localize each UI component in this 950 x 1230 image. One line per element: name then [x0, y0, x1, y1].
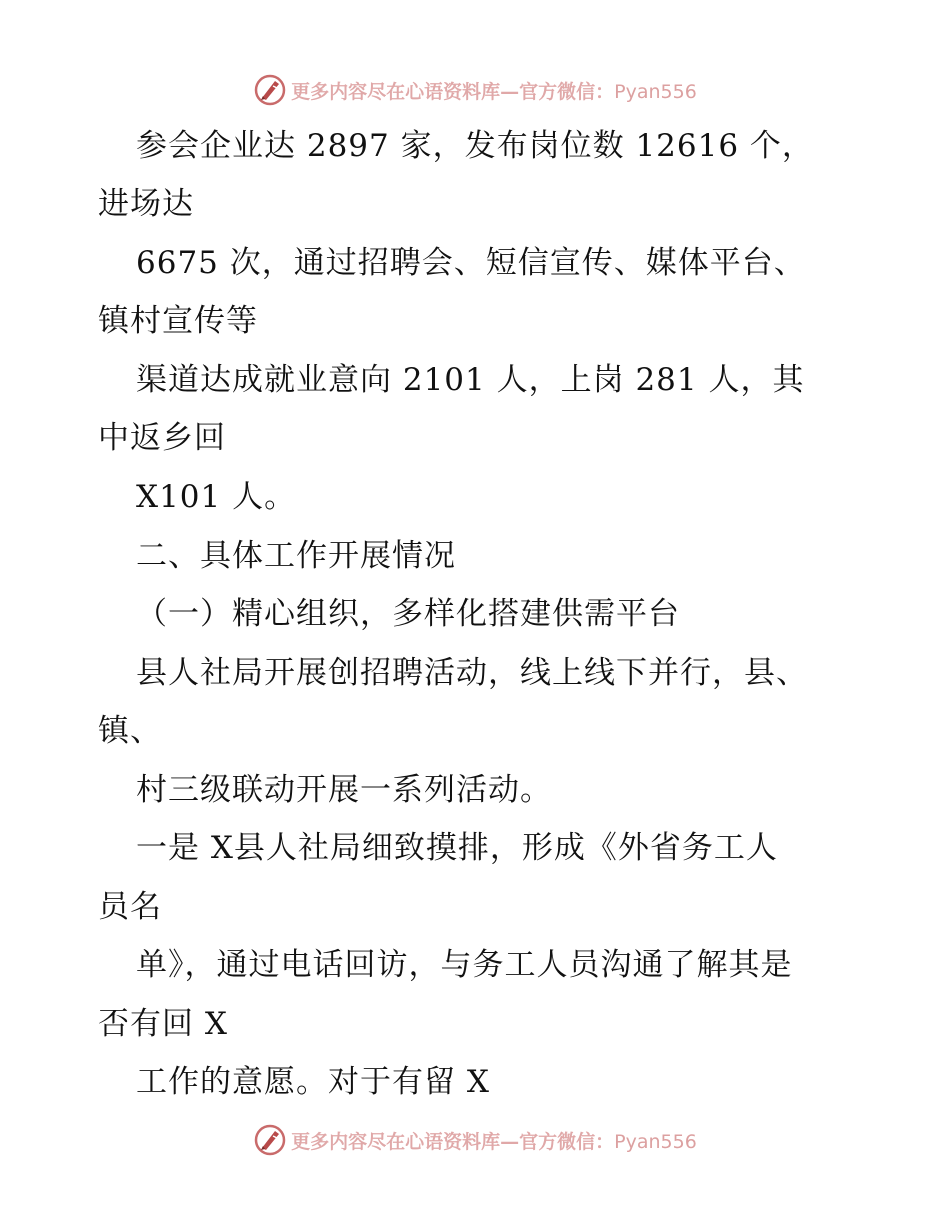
- doc-line: X101 人。: [136, 479, 297, 515]
- doc-line: 单》，通过电话回访，与务工人员沟通了解其是: [136, 947, 793, 983]
- doc-line: 渠道达成就业意向 2101 人，上岗 281 人，其: [136, 362, 805, 398]
- watermark-id: Pyan556: [614, 1130, 697, 1153]
- doc-line: 工作的意愿。对于有留 X: [136, 1064, 490, 1100]
- watermark-id: Pyan556: [614, 80, 697, 103]
- quill-pen-logo-icon: [253, 1123, 287, 1157]
- section-heading: 二、具体工作开展情况: [136, 538, 456, 574]
- doc-line: 否有回 X: [98, 1006, 228, 1042]
- doc-line: 镇村宣传等: [98, 303, 258, 339]
- doc-line: 镇、: [98, 713, 162, 749]
- doc-line: 村三级联动开展一系列活动。: [136, 772, 552, 808]
- doc-line: 一是 X县人社局细致摸排，形成《外省务工人: [136, 830, 778, 866]
- watermark-text: 更多内容尽在心语资料库—官方微信：Pyan556: [291, 1130, 697, 1153]
- doc-line: 进场达: [98, 186, 194, 222]
- watermark-text: 更多内容尽在心语资料库—官方微信：Pyan556: [291, 80, 697, 103]
- footer-watermark: [0, 1120, 950, 1160]
- doc-line: 员名: [98, 889, 162, 925]
- doc-line: 参会企业达 2897 家，发布岗位数 12616 个，: [136, 128, 814, 164]
- doc-line: 县人社局开展创招聘活动，线上线下并行，县、: [136, 655, 808, 691]
- doc-line: 中返乡回: [98, 420, 226, 456]
- doc-line: 6675 次，通过招聘会、短信宣传、媒体平台、: [136, 245, 806, 281]
- subsection-heading: （一）精心组织，多样化搭建供需平台: [136, 596, 680, 632]
